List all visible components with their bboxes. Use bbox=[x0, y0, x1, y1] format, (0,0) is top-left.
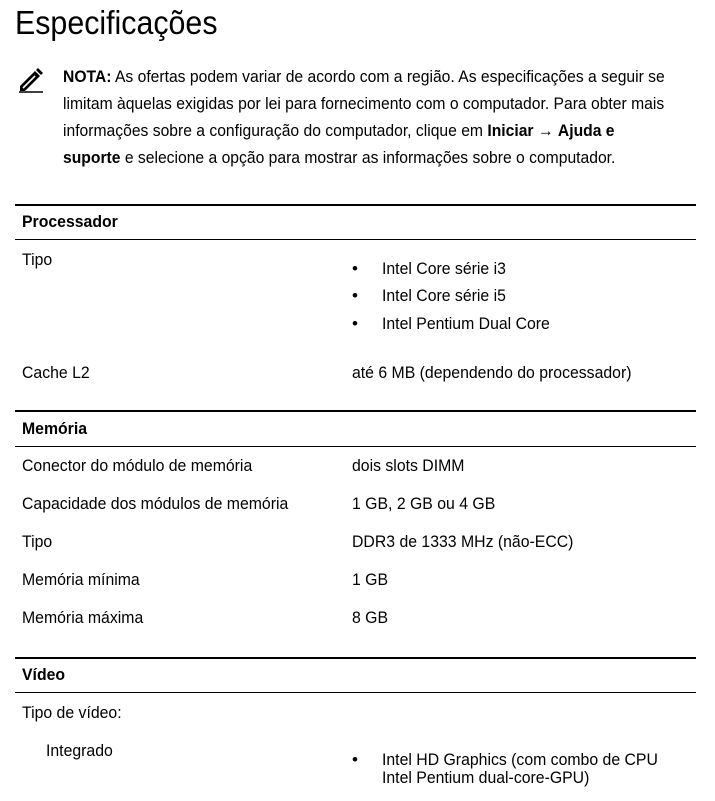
memory-row-value: DDR3 de 1333 MHz (não-ECC) bbox=[352, 532, 574, 551]
memory-row-value: dois slots DIMM bbox=[352, 456, 465, 475]
note-paragraph bbox=[63, 64, 671, 172]
note-text-1: As ofertas podem variar de acordo com a região. As especificações a seguir se limitam àquelas exigidas por lei para fornecimento com o computador. Para obter mais informações sobre a configuração do computador, clique em bbox=[63, 68, 665, 140]
bullet-icon: • bbox=[352, 750, 358, 769]
memory-row-label: Conector do módulo de memória bbox=[22, 456, 253, 475]
header-rule bbox=[15, 239, 696, 240]
section-rule bbox=[15, 410, 696, 412]
cache-value: até 6 MB (dependendo do processador) bbox=[352, 363, 632, 382]
processor-type-label: Tipo bbox=[22, 250, 53, 269]
integrated-value-line-1: Intel HD Graphics (com combo de CPU bbox=[382, 750, 658, 769]
memory-heading: Memória bbox=[22, 419, 88, 438]
memory-row-label: Memória máxima bbox=[22, 608, 144, 627]
memory-row-value: 1 GB, 2 GB ou 4 GB bbox=[352, 494, 496, 513]
header-rule bbox=[15, 446, 696, 447]
note-pencil-icon bbox=[18, 67, 44, 93]
menu-arrow: → bbox=[533, 122, 558, 140]
menu-start: Iniciar bbox=[487, 122, 534, 140]
integrated-label: Integrado bbox=[46, 741, 113, 760]
bullet-icon: • bbox=[352, 314, 358, 333]
note-text-2: e selecione a opção para mostrar as informações sobre o computador. bbox=[120, 149, 616, 167]
note-label: NOTA: bbox=[63, 68, 112, 86]
processor-heading: Processador bbox=[22, 212, 118, 231]
bullet-icon: • bbox=[352, 286, 358, 305]
video-heading: Vídeo bbox=[22, 665, 66, 684]
bullet-icon: • bbox=[352, 259, 358, 278]
memory-row-value: 1 GB bbox=[352, 570, 389, 589]
cache-label: Cache L2 bbox=[22, 363, 90, 382]
header-rule bbox=[15, 692, 696, 693]
memory-row-label: Tipo bbox=[22, 532, 53, 551]
page-title: Especificações bbox=[15, 4, 218, 41]
memory-row-label: Capacidade dos módulos de memória bbox=[22, 494, 289, 513]
memory-row-label: Memória mínima bbox=[22, 570, 140, 589]
video-type-label: Tipo de vídeo: bbox=[22, 703, 122, 722]
section-rule bbox=[15, 204, 696, 206]
memory-row-value: 8 GB bbox=[352, 608, 389, 627]
integrated-value-line-2: Intel Pentium dual-core-GPU) bbox=[382, 768, 590, 787]
menu-help: Ajuda e suporte bbox=[63, 122, 615, 167]
section-rule bbox=[15, 657, 696, 659]
